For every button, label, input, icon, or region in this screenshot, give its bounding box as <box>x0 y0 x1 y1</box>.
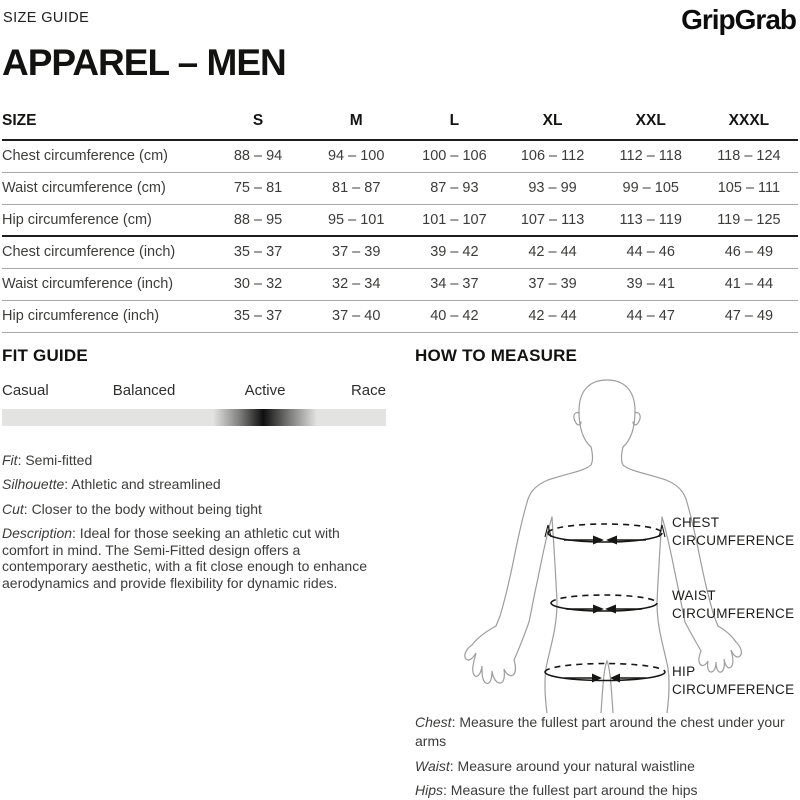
size-value: 119 – 125 <box>700 204 798 236</box>
table-row-waist-inch <box>2 268 798 300</box>
size-value: 107 – 113 <box>503 204 601 236</box>
page-title: APPAREL – MEN <box>2 42 286 83</box>
fit-scale-bar <box>2 409 386 426</box>
size-value: 75 – 81 <box>209 172 307 204</box>
size-value: 113 – 119 <box>602 204 700 236</box>
table-row-chest-inch <box>2 236 798 268</box>
table-row-chest-cm <box>2 140 798 172</box>
size-value: 118 – 124 <box>700 140 798 172</box>
chest-measurement-indicator <box>545 524 665 545</box>
fit-details <box>2 452 386 592</box>
size-value: 40 – 42 <box>405 300 503 332</box>
size-value: 37 – 39 <box>307 236 405 268</box>
fit-detail-description: Description: Ideal for those seeking an athletic cut with comfort in mind. The Semi-Fitted design offers a contemporary aesthetic, with a fit close enough to enhance aerodynamics and provide flexibility for dynamic rides. <box>2 524 367 592</box>
size-value: 44 – 47 <box>602 300 700 332</box>
instruction-waist: Waist: Measure around your natural waistline <box>415 757 695 774</box>
size-value: 42 – 44 <box>503 236 601 268</box>
size-value: 112 – 118 <box>602 140 700 172</box>
table-row-hip-cm <box>2 204 798 236</box>
size-value: 93 – 99 <box>503 172 601 204</box>
size-value: 46 – 49 <box>700 236 798 268</box>
fit-scale-label-active: Active <box>244 382 286 399</box>
fit-scale-label-casual: Casual <box>2 382 49 399</box>
fit-scale-label-balanced: Balanced <box>112 382 176 399</box>
size-value: 95 – 101 <box>307 204 405 236</box>
hip-circumference-label: HIP CIRCUMFERENCE <box>672 664 795 697</box>
table-header-row <box>2 106 798 140</box>
size-value: 34 – 37 <box>405 268 503 300</box>
size-value: 30 – 32 <box>209 268 307 300</box>
size-value: 35 – 37 <box>209 236 307 268</box>
column-header-xxl: XXL <box>602 106 700 140</box>
size-value: 99 – 105 <box>602 172 700 204</box>
row-label: Hip circumference (cm) <box>2 204 209 236</box>
size-table <box>2 106 798 333</box>
table-row-waist-cm <box>2 172 798 204</box>
waist-circumference-label: WAIST CIRCUMFERENCE <box>672 588 795 621</box>
size-value: 39 – 42 <box>405 236 503 268</box>
size-value: 106 – 112 <box>503 140 601 172</box>
size-value: 37 – 39 <box>503 268 601 300</box>
page-label: SIZE GUIDE <box>3 10 90 26</box>
size-value: 88 – 95 <box>209 204 307 236</box>
waist-measurement-indicator <box>551 595 657 614</box>
column-header-m: M <box>307 106 405 140</box>
size-value: 87 – 93 <box>405 172 503 204</box>
instruction-chest: Chest: Measure the fullest part around the chest under your arms <box>415 714 785 749</box>
size-value: 35 – 37 <box>209 300 307 332</box>
size-value: 42 – 44 <box>503 300 601 332</box>
fit-guide-section <box>2 346 386 600</box>
size-value: 88 – 94 <box>209 140 307 172</box>
how-to-measure-title: HOW TO MEASURE <box>415 346 578 365</box>
size-value: 101 – 107 <box>405 204 503 236</box>
table-row-hip-inch <box>2 300 798 332</box>
column-header-s: S <box>209 106 307 140</box>
fit-detail-silhouette: Silhouette: Athletic and streamlined <box>2 476 221 493</box>
row-label: Hip circumference (inch) <box>2 300 209 332</box>
measuring-instructions <box>415 713 797 800</box>
how-to-measure-section <box>415 346 798 366</box>
size-value: 105 – 111 <box>700 172 798 204</box>
size-value: 94 – 100 <box>307 140 405 172</box>
fit-guide-title: FIT GUIDE <box>2 346 88 365</box>
size-value: 81 – 87 <box>307 172 405 204</box>
instruction-hips: Hips: Measure the fullest part around the hips <box>415 782 698 798</box>
chest-circumference-label: CHEST CIRCUMFERENCE <box>672 515 795 548</box>
size-value: 39 – 41 <box>602 268 700 300</box>
fit-detail-cut: Cut: Closer to the body without being tight <box>2 500 262 517</box>
size-value: 32 – 34 <box>307 268 405 300</box>
size-value: 44 – 46 <box>602 236 700 268</box>
row-label: Waist circumference (inch) <box>2 268 209 300</box>
column-header-l: L <box>405 106 503 140</box>
column-header-xxxl: XXXL <box>700 106 798 140</box>
row-label: Chest circumference (cm) <box>2 140 209 172</box>
row-label: Waist circumference (cm) <box>2 172 209 204</box>
fit-scale-label-race: Race <box>350 382 386 399</box>
row-label: Chest circumference (inch) <box>2 236 209 268</box>
column-header-xl: XL <box>503 106 601 140</box>
fit-detail-fit: Fit: Semi-fitted <box>2 452 93 468</box>
size-value: 37 – 40 <box>307 300 405 332</box>
column-header-size: SIZE <box>2 106 209 140</box>
size-value: 47 – 49 <box>700 300 798 332</box>
size-value: 100 – 106 <box>405 140 503 172</box>
fit-scale-labels <box>2 382 386 400</box>
brand-logo: GripGrab <box>681 4 796 35</box>
size-value: 41 – 44 <box>700 268 798 300</box>
